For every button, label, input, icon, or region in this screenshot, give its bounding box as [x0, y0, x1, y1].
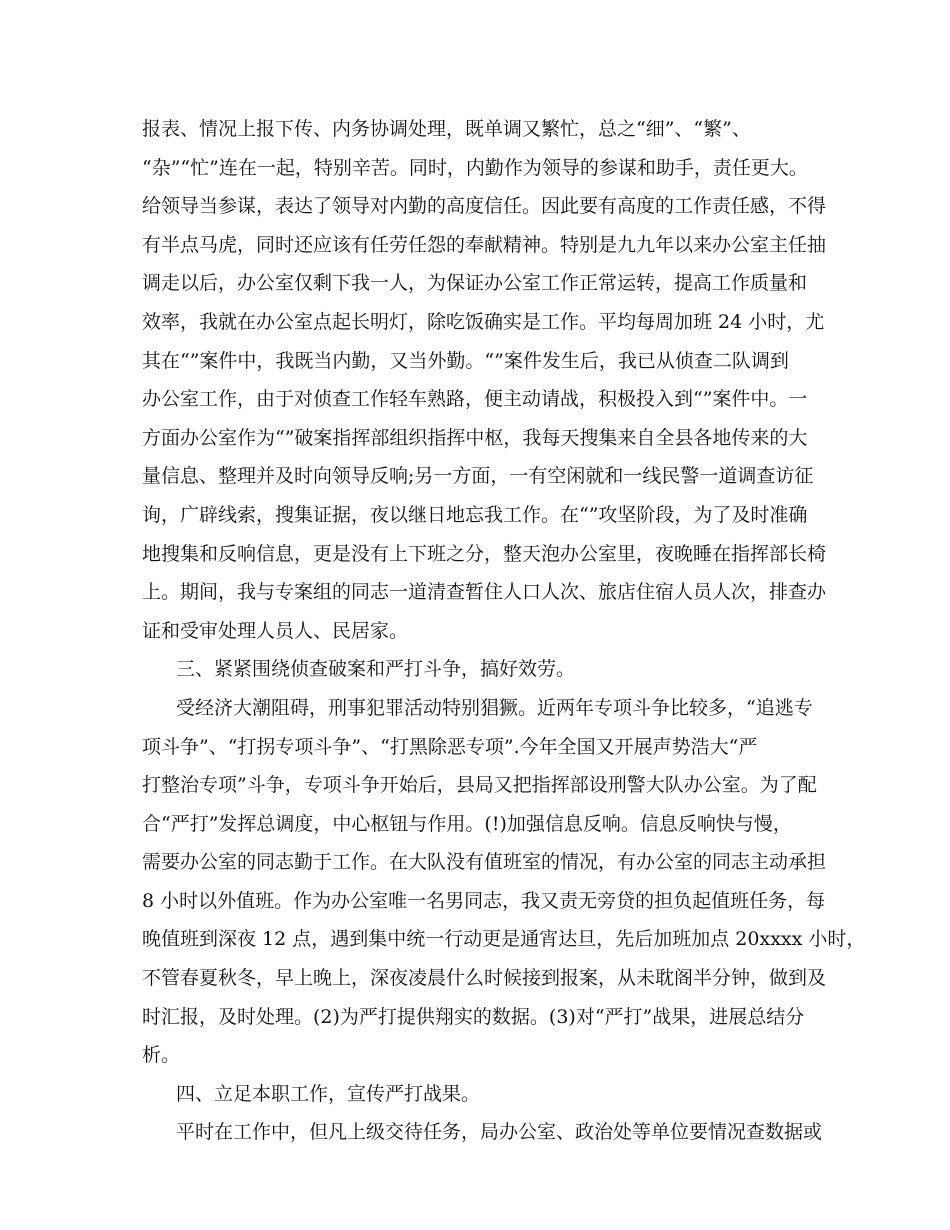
text-line: “杂”“忙”连在一起，特别辛苦。同时，内勤作为领导的参谋和助手，责任更大。: [142, 156, 808, 179]
text-line: 询，广辟线索，搜集证据，夜以继日地忘我工作。在“”攻坚阶段，为了及时准确: [142, 503, 808, 526]
text-line: 合“严打”发挥总调度，中心枢钮与作用。(!)加强信息反响。信息反响快与慢，: [142, 812, 792, 835]
document-body: [142, 110, 866, 1152]
text-line: 需要办公室的同志勤于工作。在大队没有值班室的情况，有办公室的同志主动承担: [142, 851, 827, 874]
text-line: 四、立足本职工作，宣传严打战果。: [176, 1082, 481, 1105]
text-line: 量信息、整理并及时向领导反响;另一方面，一有空闲就和一线民警一道调查访征: [142, 465, 814, 488]
text-line: 给领导当参谋，表达了领导对内勤的高度信任。因此要有高度的工作责任感，不得: [142, 195, 827, 218]
text-line: 不管春夏秋冬，早上晚上，深夜凌晨什么时候接到报案，从未耽阁半分钟，做到及: [142, 967, 827, 990]
text-line: 证和受审处理人员人、民居家。: [142, 619, 409, 642]
text-line: 办公室工作，由于对侦查工作轻车熟路，便主动请战，积极投入到“”案件中。一: [142, 388, 808, 411]
text-line: 时汇报，及时处理。(2)为严打提供翔实的数据。(3)对“严打”战果，进展总结分: [142, 1005, 805, 1028]
text-line: 其在“”案件中，我既当内勤，又当外勤。“”案件发生后，我已从侦查二队调到: [142, 349, 789, 372]
text-line: 地搜集和反响信息，更是没有上下班之分，整天泡办公室里，夜晚睡在指挥部长椅: [142, 542, 827, 565]
text-line: 方面办公室作为“”破案指挥部组织指挥中枢，我每天搜集来自全县各地传来的大: [142, 426, 808, 449]
text-line: 8 小时以外值班。作为办公室唯一名男同志，我又责无旁贷的担负起值班任务，每: [142, 889, 826, 912]
text-line: 项斗争”、“打拐专项斗争”、“打黑除恶专项”.今年全国又开展声势浩大“严: [142, 735, 758, 758]
text-line: 上。期间，我与专案组的同志一道清查暂住人口人次、旅店住宿人员人次，排查办: [142, 581, 827, 604]
text-line: 报表、情况上报下传、内务协调处理，既单调又繁忙，总之“细”、“繁”、: [142, 118, 751, 140]
text-line: 效率，我就在办公室点起长明灯，除吃饭确实是工作。平均每周加班 24 小时，尤: [142, 310, 825, 333]
text-line: 析。: [142, 1044, 181, 1067]
text-line: 调走以后，办公室仅剩下我一人，为保证办公室工作正常运转，提高工作质量和: [142, 272, 808, 295]
text-line: 晚值班到深夜 12 点，遇到集中统一行动更是通宵达旦，先后加班加点 20xxxx 小时，: [142, 928, 866, 951]
text-line: 平时在工作中，但凡上级交待任务，局办公室、政治处等单位要情况查数据或: [176, 1121, 823, 1144]
text-line: 有半点马虎，同时还应该有任劳任怨的奉献精神。特别是九九年以来办公室主任抽: [142, 233, 827, 256]
text-line: 打整治专项”斗争，专项斗争开始后，县局又把指挥部设刑警大队办公室。为了配: [142, 774, 817, 797]
text-line: 受经济大潮阻碍，刑事犯罪活动特别猖獗。近两年专项斗争比较多，“追逃专: [176, 696, 813, 719]
text-line: 三、紧紧围绕侦查破案和严打斗争，搞好效劳。: [176, 658, 576, 681]
